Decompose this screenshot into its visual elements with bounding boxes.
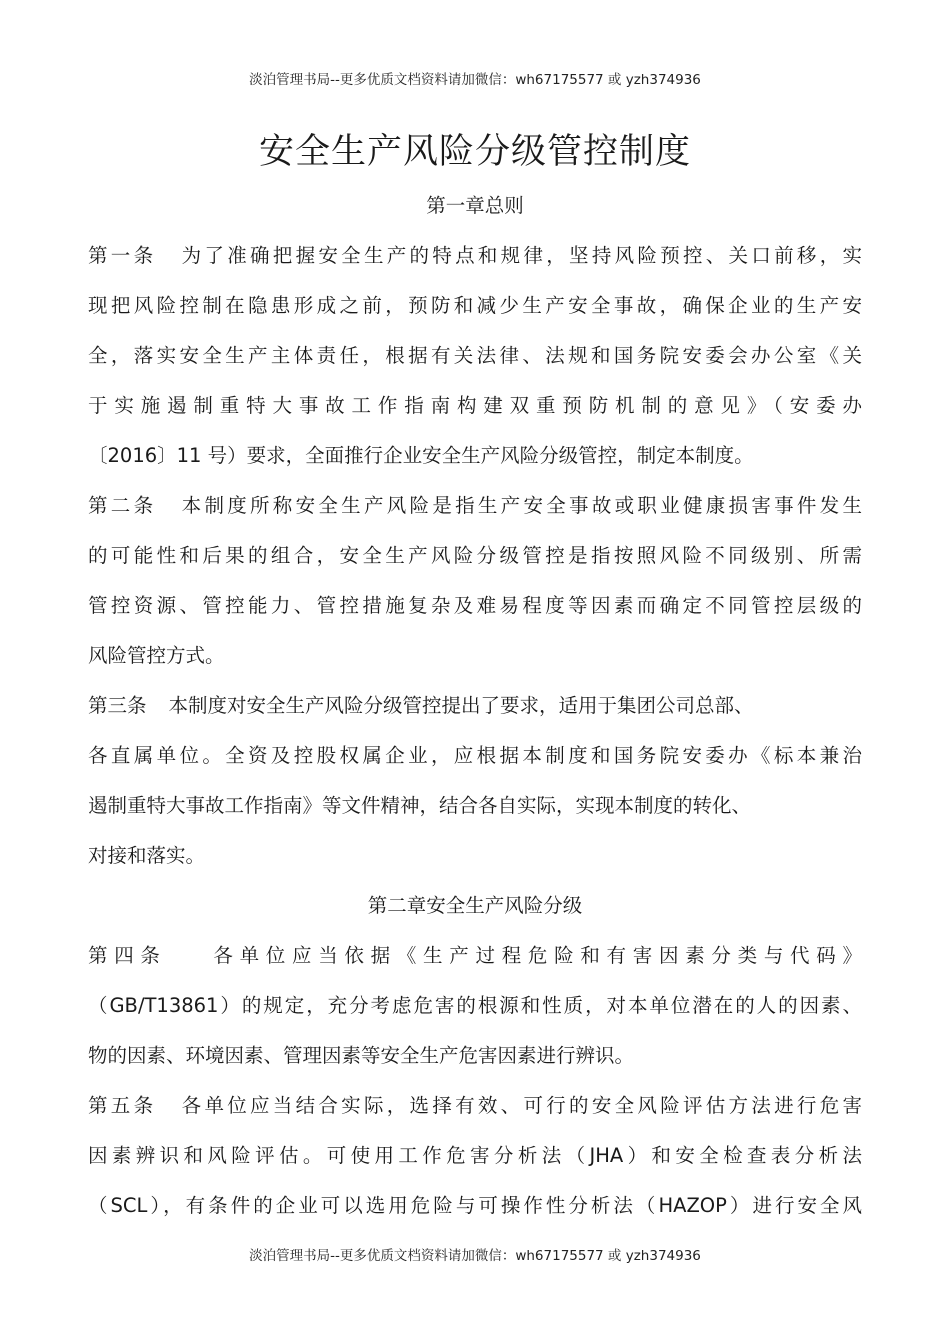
article-line (88, 481, 862, 531)
article-line: 遏制重特大事故工作指南》等文件精神，结合各自实际，实现本制度的转化、 (88, 794, 752, 817)
chapter-heading: 第一章总则 (426, 194, 524, 217)
article-label: 第五条 (88, 1094, 157, 1117)
article-label: 第四条 (88, 944, 167, 967)
page-header: 淡泊管理书局--更多优质文档资料请加微信：wh67175577 或 yzh374936 (249, 72, 701, 88)
article-line: 全，落实安全生产主体责任，根据有关法律、法规和国务院安委会办公室《关 (88, 344, 862, 367)
article-line: 于实施遏制重特大事故工作指南构建双重预防机制的意见》（安委办 (88, 394, 862, 417)
article-line (88, 931, 862, 981)
article-line: 的可能性和后果的组合，安全生产风险分级管控是指按照风险不同级别、所需 (88, 544, 862, 567)
article-line: 〔2016〕11 号）要求，全面推行企业安全生产风险分级管控，制定本制度。 (88, 444, 754, 467)
article-line (88, 681, 862, 731)
article-line (88, 1081, 862, 1131)
article-line: 现把风险控制在隐患形成之前，预防和减少生产安全事故，确保企业的生产安 (88, 294, 862, 317)
article-text: 为了准确把握安全生产的特点和规律，坚持风险预控、关口前移，实 (178, 244, 862, 267)
article-label: 第二条 (88, 494, 157, 517)
article-text: 各单位应当依据《生产过程危险和有害因素分类与代码》 (206, 944, 862, 967)
article-line (88, 231, 862, 281)
article-line: （SCL），有条件的企业可以选用危险与可操作性分析法（HAZOP）进行安全风 (88, 1194, 862, 1217)
article-line: 各直属单位。全资及控股权属企业，应根据本制度和国务院安委办《标本兼治 (88, 744, 862, 767)
article-line: 对接和落实。 (88, 844, 206, 867)
document-body (88, 181, 862, 1231)
article-line: 因素辨识和风险评估。可使用工作危害分析法（JHA）和安全检查表分析法 (88, 1144, 862, 1167)
article-label: 第一条 (88, 244, 157, 267)
article-line: 物的因素、环境因素、管理因素等安全生产危害因素进行辨识。 (88, 1044, 635, 1067)
article-line: 管控资源、管控能力、管控措施复杂及难易程度等因素而确定不同管控层级的 (88, 594, 862, 617)
document-title: 安全生产风险分级管控制度 (258, 132, 691, 172)
article-text: 本制度对安全生产风险分级管控提出了要求，适用于集团公司总部、 (168, 694, 754, 717)
article-line: （GB/T13861）的规定，充分考虑危害的根源和性质，对本单位潜在的人的因素、 (88, 994, 862, 1017)
chapter-heading: 第二章安全生产风险分级 (367, 894, 583, 917)
page-footer: 淡泊管理书局--更多优质文档资料请加微信：wh67175577 或 yzh374936 (249, 1248, 701, 1264)
article-line: 风险管控方式。 (88, 644, 225, 667)
article-text: 本制度所称安全生产风险是指生产安全事故或职业健康损害事件发生 (178, 494, 862, 517)
article-text: 各单位应当结合实际，选择有效、可行的安全风险评估方法进行危害 (178, 1094, 862, 1117)
article-label: 第三条 (88, 694, 147, 717)
